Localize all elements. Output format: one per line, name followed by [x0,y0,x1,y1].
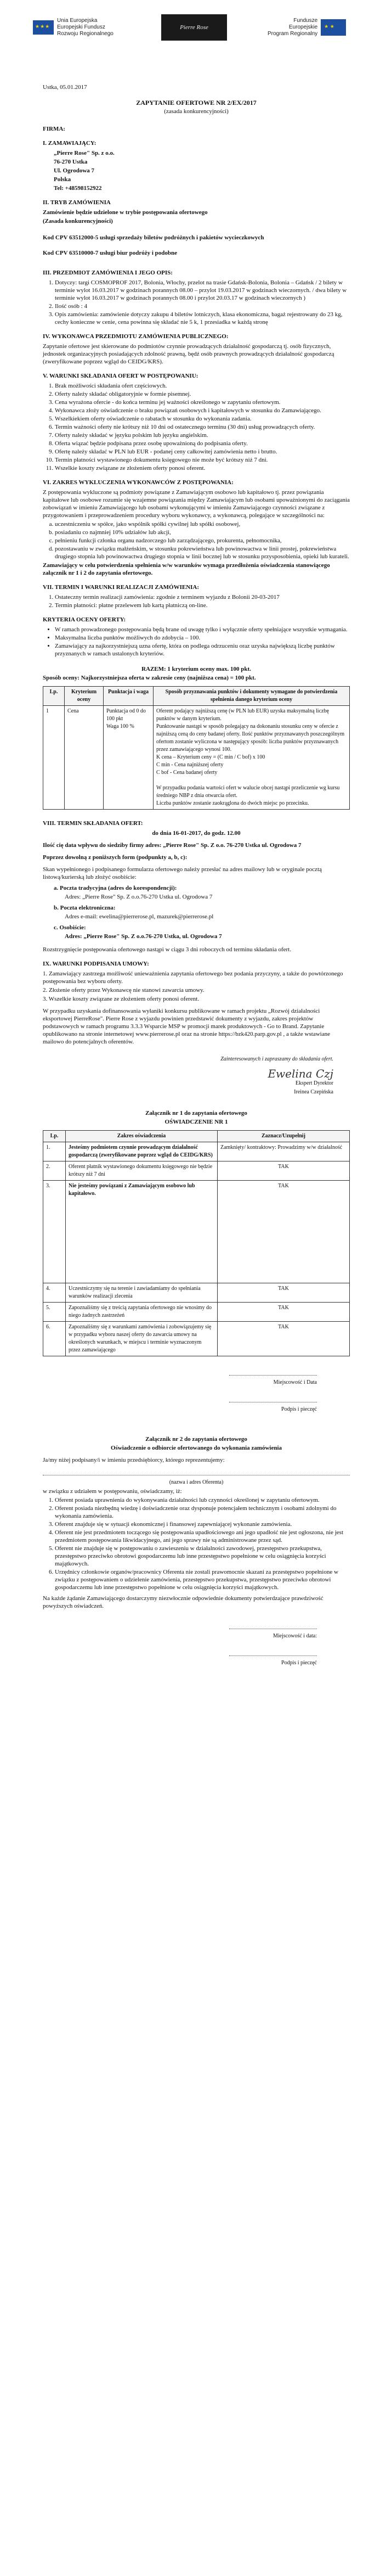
table-cell: 4. [43,1283,66,1303]
table-cell: 1. [43,1142,66,1161]
criteria-heading: KRYTERIA OCENY OFERTY: [43,616,126,623]
document-body [43,82,350,1668]
section-6-text: Z postępowania wykluczone są podmioty powiązane z Zamawiającym osobowo lub kapitałowo tj. przez powiązania kapitałowe lub osobowe rozumie się wzajemne powiązania między Zamawiającym lub osobami upoważnionymi do zaciągania zobowiązań w imieniu Zamawiającego lub osobami wykonującymi w imieniu Zamawiającego czynności związane z przygotowaniem i przeprowadzeniem procedury wyboru wykonawcy, a wykonawcą, polegające w szczególności na: [43,489,350,519]
list-item: 2. Oferty należy składać obligatoryjnie w formie pisemnej. [55,390,350,398]
list-item: 1. Oferent posiada uprawnienia do wykonywania działalności lub czynności określonej w zapytaniu ofertowym. [55,1496,350,1504]
list-item: 2. Ilość osób : 4 [55,302,350,310]
signature-line [229,1621,317,1629]
eu-flag-icon [321,19,346,36]
delivery-option-label: a. Poczta tradycyjna (adres do korespondencji): [54,885,177,891]
section-5-heading: V. WARUNKI SKŁADANIA OFERT W POSTĘPOWANIU: [43,373,198,379]
table-cell: TAK [218,1181,350,1283]
address-line: 76-270 Ustka [54,159,88,165]
section-2-heading: II. TRYB ZAMÓWIENIA [43,199,111,206]
list-item: 6. Urzędnicy członkowie organów/pracownicy Oferenta nie zostali prawomocnie skazani za przestępstwo popełnione w związku z postępowaniem o udzielenie zamówienia, przestępstwo przekupstwa, przestępstwo przeciwko obrotowi gospodarczemu lub inne przestępstwo popełnione w celu osiągnięcia korzyści majątkowych. [55,1568,350,1591]
table-cell: Uczestniczymy się na terenie i zawiadamiamy do spełniania warunków realizacji zlecenia [66,1283,218,1303]
section-9-after: W przypadku uzyskania dofinansowania wyłaniki konkursu publikowane w ramach projektu „Rozwój działalności eksportowej PierreRose". Pierre Rose z wyjazdu powinien przedstawić dokumenty z wyjazdu, zakres projektów podstawowych w ramach programu 3.3.3 Wsparcie MSP w promocji marek produktowych - Go to Brand. Zapytanie opublikowano na stronie internetowej www.pierrerose.pl oraz na stronie https://bzk420.parp.gov.pl , a także wstawiane mailowo do potencjalnych oferentów. [43,1008,330,1045]
criteria-table [43,686,350,810]
list-item: 3. Cena wyrażona ofercie - do końca terminu jej ważności określonego w zapytaniu ofertowym. [55,399,350,406]
table-header-cell: Punktacja i waga [104,687,154,706]
offer-conditions-list [55,382,350,472]
table-cell: 1 [43,706,65,810]
table-header-row [43,1131,350,1142]
declaration-table [43,1130,350,1356]
order-description-list [55,279,350,326]
delivery-option-label: b. Poczta elektroniczna: [54,905,116,911]
cpv-code-1: Kod CPV 63512000-5 usługi sprzedaży biletów podróżnych i pakietów wycieczkowych [43,234,264,241]
list-item: b. posiadaniu co najmniej 10% udziałów lub akcji, [55,529,350,536]
section-7-heading: VII. TERMIN I WARUNKI REALIZACJI ZAMÓWIENIA: [43,584,200,591]
section-4-heading: IV. WYKONAWCA PRZEDMIOTU ZAMÓWIENIA PUBLICZNEGO: [43,333,229,340]
address-line: „Pierre Rose" Sp. z o.o. [54,150,115,156]
section-8-line: Ilość cię data wpływu do siedziby firmy adres: „Pierre Rose" Sp. Z o.o. 76-270 Ustka ul. Ogrodowa 7 [43,842,302,849]
section-8-after: Rozstrzygnięcie postępowania ofertowego nastąpi w ciągu 3 dni roboczych od terminu składania ofert. [43,946,291,953]
table-cell: TAK [218,1303,350,1322]
handwritten-signature: Ewelina Czj [268,1067,333,1080]
section-6-heading: VI. ZAKRES WYKLUCZENIA WYKONAWCÓW Z POSTĘPOWANIA: [43,479,234,486]
table-row [43,1181,350,1283]
header-logos [33,5,355,49]
table-cell: Zapoznaliśmy się z warunkami zamówienia i zobowiązujemy się w przypadku wyboru naszej oferty do zawarcia umowy na określonych warunkach, w miejscu i terminie wyznaczonym przez zamawiającego [66,1322,218,1356]
signature-line [229,1367,317,1376]
table-header-row [43,687,350,706]
exclusion-list [55,520,350,560]
list-item: 10. Termin płatności wystawionego dokumentu księgowego nie może być krótszy niż 7 dni. [55,456,350,464]
delivery-option-value: Adres: „Pierre Rose" Sp. Z o.o.76-270 Ustka ul. Ogrodowa 7 [65,894,213,900]
list-item: 4. Oferent nie jest przedmiotem toczącego się postępowania upadłościowego ani jego upadłość nie jest ogłoszona, nie jest przedmiotem postępowania likwidacyjnego, ani jego sprawy nie są administrowane przez sąd. [55,1529,350,1544]
invite-line: Zainteresowanych i zapraszamy do składania ofert. [220,1056,333,1062]
company-heading: FIRMA: [43,126,65,132]
list-item: c. pełnieniu funkcji członka organu nadzorczego lub zarządzającego, prokurenta, pełnomocnika, [55,537,350,545]
list-item: 2. Termin płatności: płatne przelewem lub kartą płatniczą on-line. [55,602,350,609]
table-cell: Zapoznaliśmy się z treścią zapytania ofertowego nie wnosimy do niego żadnych zastrzeżeń [66,1303,218,1322]
eu-fund-logo [33,18,121,37]
realization-list [55,593,350,609]
signature-line [229,1648,317,1656]
contract-condition: 1. Zamawiający zastrzega możliwość unieważnienia zapytania ofertowego bez podania przyczyny, a także do powtórzonego postępowania bez wyboru oferty. [43,970,343,985]
section-4-text: Zapytanie ofertowe jest skierowane do podmiotów czynnie prowadzących działalność gospodarczą tj. osób fizycznych, jednostek organizacyjnych posiadających zdolność prawną, będź osób prawnych prowadzących działalność gospodarczą (zweryfikowane poprzez wgląd do CEIDG/KRS). [43,343,334,365]
table-row [43,1161,350,1181]
attachment-2-list [55,1496,350,1591]
attachment-2-title: Załącznik nr 2 do zapytania ofertowego [145,1436,247,1443]
list-item: 8. Oferta wiązać będzie podpisana przez osobę upoważnioną do podpisania oferty. [55,440,350,447]
list-item: 6. Termin ważności oferty nie krótszy niż 10 dni od ostatecznego terminu (30 dni) usług prowadzących oferty. [55,423,350,431]
table-cell: Punktacja od 0 do 100 pkt Waga 100 % [104,706,154,810]
table-cell: Cena [65,706,104,810]
section-8-line: Poprzez dowolną z poniższych form (podpunkty a, b, c): [43,854,188,861]
list-item: 11. Wszelkie koszty związane ze złożeniem oferty ponosi oferent. [55,464,350,472]
signer-name: Ireinea Czepińska [294,1089,333,1095]
attachment-1-subtitle: OŚWIADCZENIE NR 1 [164,1119,228,1125]
attachment-2-sign-area [43,1621,350,1667]
table-cell: 6. [43,1322,66,1356]
criteria-summary-sub: Sposób oceny: Najkorzystniejsza oferta w zakresie ceny (najniższa cena) = 100 pkt. [43,675,256,681]
contract-condition: 3. Wszelkie koszty związane ze złożeniem oferty ponosi oferent. [43,996,200,1002]
regional-program-logo-text: Fundusze Europejskie Program Regionalny [268,18,318,37]
delivery-options [54,884,350,940]
list-item: 3. Oferent znajduje się w sytuacji ekonomicznej i finansowej zapewniającej wykonanie zamówienia. [55,1520,350,1528]
list-item: 7. Oferty należy składać w języku polskim lub języku angielskim. [55,431,350,439]
document-title: ZAPYTANIE OFERTOWE NR 2/EX/2017 [136,99,257,106]
eu-flag-icon [33,20,54,35]
list-item: • Zamawiający za najkorzystniejszą uzna ofertę, która on podlega odrzuceniu oraz uzyska największą liczbę punktów przyznanych w ramach ustalonych kryteriów. [55,642,350,658]
delivery-option-value: Adres e-mail: ewelina@pierrerose.pl, mazurek@pierrerose.pl [65,913,214,920]
list-item: 1. Dotyczy: targi COSMOPROF 2017, Bolonia, Włochy, przelot na trasie Gdańsk-Bolonia, Bolonia – Gdańsk / 2 bilety w terminie wylot 16.03.2017 w godzinach porannych 08.00 – przylot 19.03.2017 w godzinach wieczornych. / dwa bilety w terminie wylot 16.03.2017 w godzinach porannych 08.00 i przylot 20.03.17 w godzinach wieczornych ) [55,279,350,302]
attachment-2-declare: w związku z udziałem w postępowaniu, oświadczamy, iż: [43,1488,182,1495]
company-logo: Pierre Rose [161,14,227,41]
table-header-cell: Zakres oświadczenia [66,1131,218,1142]
list-item: 3. Opis zamówienia: zamówienie dotyczy zakupu 4 biletów lotniczych, klasa ekonomiczna, bagaż rejestrowany do 23 kg, cechy konieczne w cenie, cena powinna się składać nie 5 k, 1 przesiadka w każdą stronę [55,311,350,326]
signature-block [43,1056,350,1096]
procedure-mode: Zamówienie będzie udzielone w trybie postępowania ofertowego [43,209,208,216]
delivery-option-value: Adres: „Pierre Rose" Sp. Z o.o.76-270 Ustka, ul. Ogrodowa 7 [65,933,222,940]
regional-program-logo [268,18,355,37]
attachment-2-intro: Ja/my niżej podpisany/i w imieniu przedsiębiorcy, którego reprezentujemy: [43,1457,225,1463]
table-header-cell: Zaznacz/Uzupełnij [218,1131,350,1142]
eu-fund-logo-text: Unia Europejska Europejski Fundusz Rozwoju Regionalnego [57,18,113,37]
list-item: 5. Wszelkiekiem oferty oświadczenie o rabatach w stosunku do wykonania zadania. [55,415,350,423]
section-8-heading: VIII. TERMIN SKŁADANIA OFERT: [43,820,143,827]
table-header-cell: Lp. [43,687,65,706]
attachment-1-title: Załącznik nr 1 do zapytania ofertowego [145,1110,247,1116]
table-cell: Zamknięty/ kontraktowy: Prowadzimy w/w działalność [218,1142,350,1161]
delivery-option-label: c. Osobiście: [54,924,86,931]
list-item: • W ramach prowadzonego postępowania będą brane od uwagę tylko i wyłącznie oferty spełniające wszystkie wymagania. [55,626,350,633]
entity-line [43,1467,350,1475]
table-cell: 5. [43,1303,66,1322]
table-row [43,1322,350,1356]
table-header-cell: Sposób przyznawania punktów i dokumenty wymagane do potwierdzenia spełnienia danego kryterium oceny [154,687,350,706]
list-item: 1. Brak możliwości składania ofert częściowych. [55,382,350,390]
section-1-heading: I. ZAMAWIAJĄCY: [43,140,96,147]
list-item: a. uczestniczeniu w spółce, jako wspólnik spółki cywilnej lub spółki osobowej, [55,520,350,528]
table-cell: TAK [218,1161,350,1181]
table-row [43,706,350,810]
table-cell: 2. [43,1161,66,1181]
table-cell: Jesteśmy podmiotem czynnie prowadzącym działalność gospodarczą (zweryfikowane poprzez wgląd do CEIDG/KRS) [66,1142,218,1161]
sign-label: Podpis i pieczęć [281,1406,317,1412]
list-item: 4. Wykonawca złoży oświadczenie o braku powiązań osobowych i kapitałowych w stosunku do Zamawiającego. [55,407,350,414]
table-cell: Oferent podający najniższą cenę (w PLN lub EUR) uzyska maksymalną liczbę punktów w danym kryterium. Punktowanie nastąpi w sposób polegający na dokonaniu stosunku ceny w ofercie z najniższą ceną do ceny badanej oferty. Ilość punktów przyznawanych poszczególnym ofertom zostanie wyliczona w następujący sposób: liczba punktów przyznawanych przez zamawiającego wynosi 100. K cena – Kryterium ceny = (C min / C bof) x 100 C min - Cena najniższej oferty C bof - Cena badanej oferty W przypadku podania wartości ofert w walucie obcej nastąpi przeliczenie wg kursu średniego NBP z dnia otwarcia ofert. Liczba punktów zostanie zaokrąglona do dwóch miejsc po przecinku. [154,706,350,810]
section-8-line: Skan wypełnionego i podpisanego formularza ofertowego należy przesłać na adres mailowy lub w oryginale pocztą listową/kurierską lub złożyć osobiście: [43,866,322,880]
table-cell: Nie jesteśmy powiązani z Zamawiającym osobowo lub kapitałowo. [66,1181,218,1283]
criteria-list [55,626,350,658]
table-header-cell: Kryterium oceny [65,687,104,706]
offer-deadline: do dnia 16-01-2017, do godz. 12.00 [152,830,241,837]
list-item: 5. Oferent nie znajduje się w postępowaniu o zawieszeniu w działalności zawodowej, przestępstwo przekupstwa, przestępstwo przeciwko obrotowi gospodarczemu lub inne przestępstwo popełnione w celu osiągnięcia korzyści majątkowych. [55,1545,350,1568]
criteria-summary-title: RAZEM: 1 kryterium oceny max. 100 pkt. [141,666,251,672]
procedure-rule: (Zasada konkurencyjności) [43,218,113,225]
address-line: Polska [54,176,71,183]
sign-label: Podpis i pieczęć [281,1660,317,1666]
place-date: Ustka, 05.01.2017 [43,84,87,91]
table-cell: Oferent płatnik wystawionego dokumentu księgowego nie będzie krótszy niż 7 dni [66,1161,218,1181]
attachment-2-subtitle: Oświadczenie o odbiorcie ofertowanego do wykonania zamówienia [110,1445,282,1451]
place-date-label: Miejscowość i data: [273,1633,317,1639]
ordering-party-address [54,149,350,192]
table-row [43,1283,350,1303]
table-row [43,1142,350,1161]
section-9-heading: IX. WARUNKI PODPISANIA UMOWY: [43,961,149,967]
table-row [43,1303,350,1322]
table-cell: TAK [218,1283,350,1303]
table-cell: TAK [218,1322,350,1356]
table-header-cell: Lp. [43,1131,66,1142]
list-item: • Maksymalna liczba punktów możliwych do zdobycia – 100. [55,634,350,642]
document-subtitle: (zasada konkurencyjności) [164,108,229,115]
list-item: 9. Ofertę należy składać w PLN lub EUR - podanej ceny całkowitej zamówienia netto i brutto. [55,448,350,456]
attachment-1-sign-area [43,1367,350,1413]
list-item: 2. Oferent posiada niezbędną wiedzę i doświadczenie oraz dysponuje potencjałem technicznym i osobami zdolnymi do wykonania zamówienia. [55,1505,350,1520]
section-3-heading: III. PRZEDMIOT ZAMÓWIENIA I JEGO OPIS: [43,270,173,276]
address-line: Ul. Ogrodowa 7 [54,167,95,174]
contract-condition: 2. Złożenie oferty przez Wykonawcę nie stanowi zawarcia umowy. [43,987,205,994]
place-date-label: Miejscowość i Data [273,1379,317,1385]
table-cell: 3. [43,1181,66,1283]
entity-hint: (nazwa i adres Oferenta) [169,1479,224,1485]
attachment-2-note: Na każde żądanie Zamawiającego dostarczymy niezwłocznie odpowiednie dokumenty potwierdzające prawdziwość powyższych oświadczeń. [43,1595,323,1609]
address-line: Tel: +48598152922 [54,185,102,192]
list-item: 1. Ostateczny termin realizacji zamówienia: zgodnie z terminem wyjazdu z Bolonii 20-03-2017 [55,593,350,601]
section-6-after: Zamawiający w celu potwierdzenia spełnienia w/w warunków wymaga przedłożenia oświadczenia stanowiącego załącznik nr 1 i 2 do zapytania ofertowego. [43,562,330,576]
cpv-code-2: Kod CPV 63510000-7 usługi biur podróży i podobne [43,250,178,256]
list-item: d. pozostawaniu w związku małżeńskim, w stosunku pokrewieństwa lub powinowactwa w linii prostej, pokrewieństwa drugiego stopnia lub powinowactwa drugiego stopnia w linii bocznej lub w stosunku przysposobienia, opieki lub kurateli. [55,545,350,560]
signature-line [229,1394,317,1402]
signer-role: Ekspert Dyrektor [295,1080,333,1086]
